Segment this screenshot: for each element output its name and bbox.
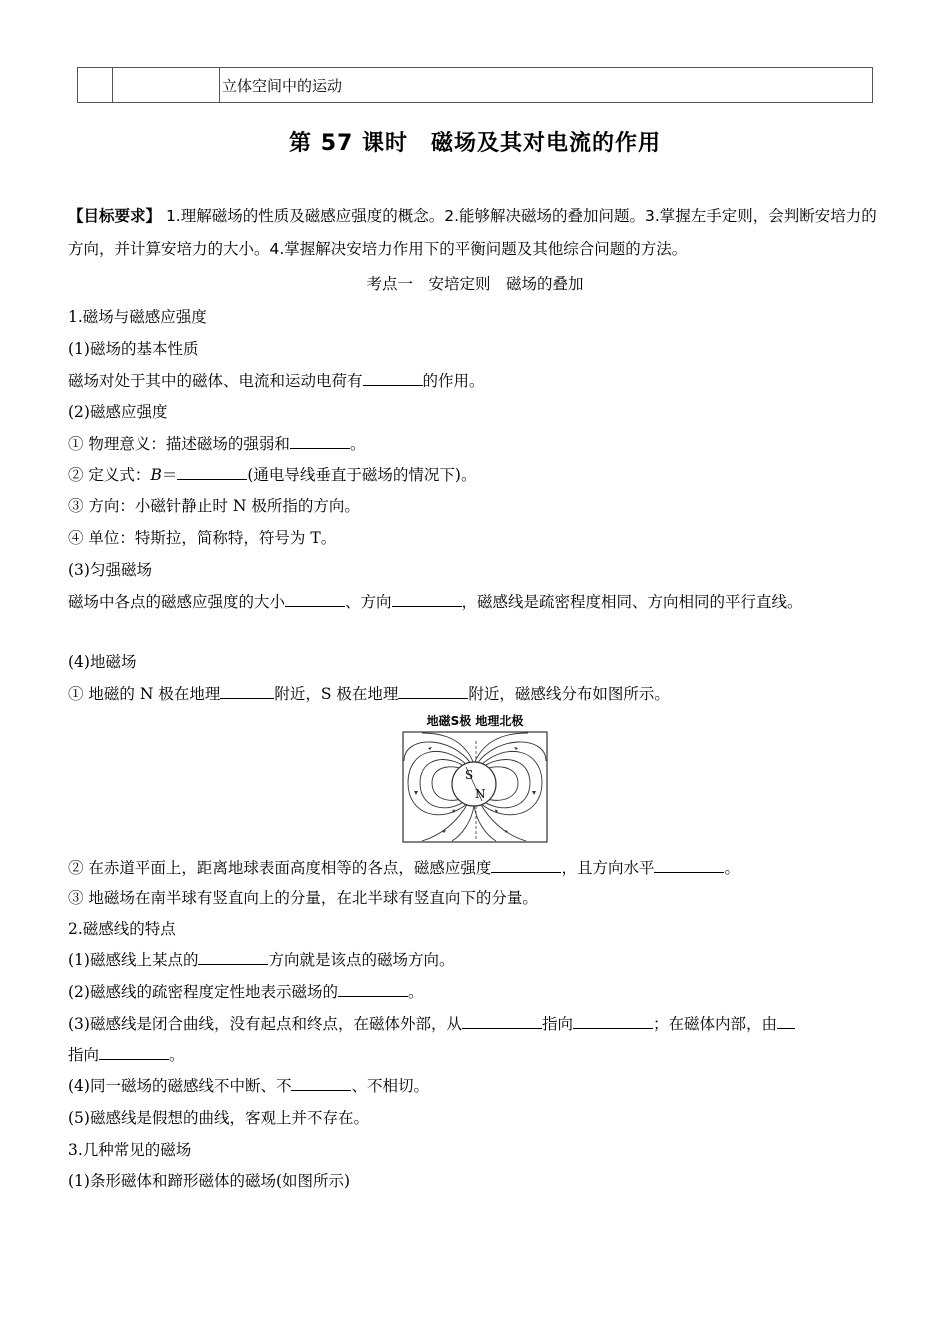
text-line: 3.几种常见的磁场 bbox=[68, 1141, 192, 1159]
fill-blank[interactable] bbox=[290, 434, 350, 449]
fill-blank[interactable] bbox=[338, 982, 408, 997]
fill-blank[interactable] bbox=[220, 684, 274, 699]
goal-text: 1.理解磁场的性质及磁感应强度的概念。2.能够解决磁场的叠加问题。3.掌握左手定则，会判断安培力的方向，并计算安培力的大小。4.掌握解决安培力作用下的平衡问题及其他综合问题的方法。 bbox=[68, 207, 877, 258]
section-subtitle: 考点一 安培定则 磁场的叠加 bbox=[366, 275, 584, 293]
fill-blank[interactable] bbox=[177, 465, 247, 480]
fill-blank[interactable] bbox=[198, 950, 268, 965]
fill-blank[interactable] bbox=[654, 858, 724, 873]
fill-blank[interactable] bbox=[777, 1014, 795, 1029]
text-line: (1)磁感线上某点的 方向就是该点的磁场方向。 bbox=[68, 951, 455, 969]
text-line: (5)磁感线是假想的曲线，客观上并不存在。 bbox=[68, 1109, 369, 1127]
fill-blank[interactable] bbox=[491, 858, 561, 873]
text-line: ① 物理意义：描述磁场的强弱和 。 bbox=[68, 435, 366, 453]
text-line: ④ 单位：特斯拉，简称特，符号为 T。 bbox=[68, 529, 337, 547]
pole-label-n: N bbox=[475, 787, 486, 801]
text-line: 2.磁感线的特点 bbox=[68, 920, 176, 938]
text-line: ① 地磁的 N 极在地理 附近，S 极在地理 附近，磁感线分布如图所示。 bbox=[68, 685, 670, 703]
goal-tag: 【目标要求】 bbox=[68, 207, 162, 225]
fill-blank[interactable] bbox=[291, 1076, 351, 1091]
figure-label: 地磁S极 地理北极 bbox=[426, 714, 524, 728]
text-line: (2)磁感线的疏密程度定性地表示磁场的 。 bbox=[68, 983, 424, 1001]
table-cell bbox=[78, 68, 113, 103]
fill-blank[interactable] bbox=[392, 592, 462, 607]
text-line: (1)条形磁体和蹄形磁体的磁场(如图所示) bbox=[68, 1172, 351, 1190]
fill-blank[interactable] bbox=[285, 592, 345, 607]
text-line: 指向 。 bbox=[68, 1046, 185, 1064]
text-line: (4)地磁场 bbox=[68, 653, 137, 671]
fill-blank[interactable] bbox=[363, 371, 423, 386]
text-line: 磁场对处于其中的磁体、电流和运动电荷有 的作用。 bbox=[68, 372, 485, 390]
text-line: 磁场中各点的磁感应强度的大小 、方向 ，磁感线是疏密程度相同、方向相同的平行直线。 bbox=[68, 593, 803, 611]
text-line: ② 在赤道平面上，距离地球表面高度相等的各点，磁感应强度 ，且方向水平 。 bbox=[68, 859, 740, 877]
text-line: (2)磁感应强度 bbox=[68, 403, 168, 421]
page-title: 第 57 课时 磁场及其对电流的作用 bbox=[289, 131, 661, 156]
goal-paragraph bbox=[68, 200, 883, 266]
fill-blank[interactable] bbox=[398, 684, 468, 699]
text-line: (4)同一磁场的磁感线不中断、不 、不相切。 bbox=[68, 1077, 429, 1095]
table-cell bbox=[113, 68, 220, 103]
text-line: (3)匀强磁场 bbox=[68, 561, 152, 579]
text-line: ③ 方向：小磁针静止时 N 极所指的方向。 bbox=[68, 497, 360, 515]
text-line: (1)磁场的基本性质 bbox=[68, 340, 199, 358]
geomagnetic-figure bbox=[402, 712, 548, 844]
fill-blank[interactable] bbox=[573, 1014, 653, 1029]
fill-blank[interactable] bbox=[99, 1045, 169, 1060]
fill-blank[interactable] bbox=[462, 1014, 542, 1029]
text-line: (3)磁感线是闭合曲线，没有起点和终点，在磁体外部，从 指向 ；在磁体内部，由 bbox=[68, 1014, 795, 1034]
text-line: ② 定义式：B＝ (通电导线垂直于磁场的情况下)。 bbox=[68, 466, 477, 484]
text-line: 1.磁场与磁感应强度 bbox=[68, 308, 207, 326]
pole-label-s: S bbox=[465, 768, 474, 782]
table-cell-topic: 立体空间中的运动 bbox=[220, 68, 873, 103]
header-table bbox=[77, 67, 873, 103]
geomagnetic-field-diagram bbox=[402, 731, 548, 843]
text-line: ③ 地磁场在南半球有竖直向上的分量，在北半球有竖直向下的分量。 bbox=[68, 889, 538, 907]
